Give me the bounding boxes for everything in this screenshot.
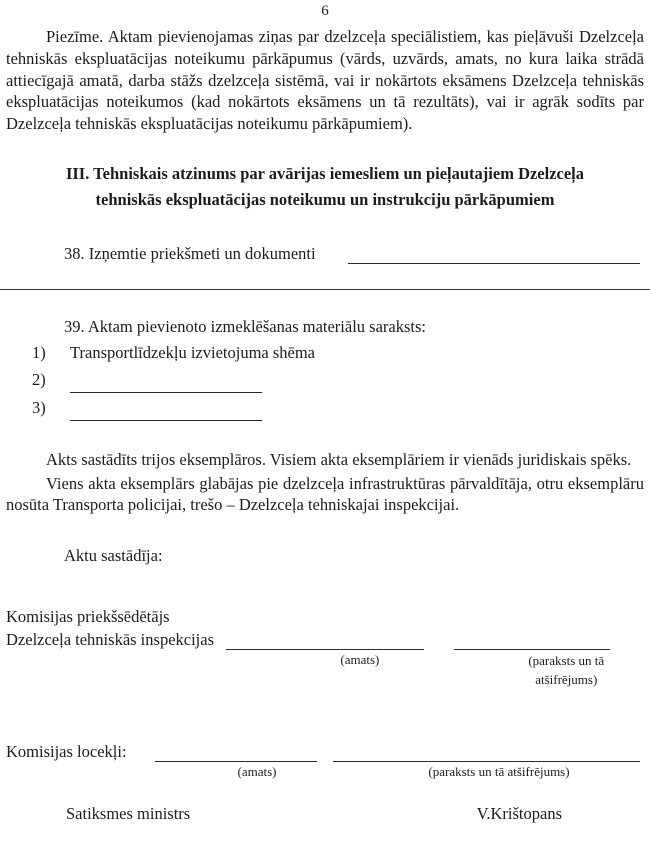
item-38-label: 38. Izņemtie priekšmeti un dokumenti — [64, 243, 316, 263]
item-38-blank-line — [348, 245, 640, 263]
list-item-number: 3) — [32, 398, 46, 418]
list-item — [32, 341, 644, 366]
page-number: 6 — [321, 3, 329, 19]
signature-caption: (paraksts un tā atšifrējums) — [428, 764, 570, 780]
list-item-number: 2) — [32, 370, 46, 390]
list-item — [32, 368, 644, 393]
chairman-signature-row — [6, 630, 644, 650]
chairman-org-label: Dzelzceļa tehniskās inspekcijas — [6, 630, 214, 650]
chairman-signature-block — [6, 606, 644, 690]
chairman-position-blank-line — [226, 632, 424, 650]
note-paragraph: Piezīme. Aktam pievienojamas ziņas par dzelzceļa speciālistiem, kas pieļāvuši Dzelzceļa tehniskās ekspluatācijas noteikumu pārkāpumus (vārds, uzvārds, amats, no kura laika strādā attiecīgajā amatā, darba stāžs dzelzceļa sistēmā, vai ir nokārtots eksāmens Dzelzceļa tehniskās ekspluatācijas noteikumos (kad nokārtots eksāmens un tā rezultāts), vai ir agrāk sodīts par Dzelzceļa tehniskās ekspluatācijas noteikumu pārkāpumiem). — [6, 27, 644, 134]
section-heading: III. Tehniskais atzinums par avārijas iemesliem un pieļautajiem Dzelzceļa tehniskās ekspluatācijas noteikumu un instrukciju pārkāpumiem — [65, 163, 585, 210]
list-item — [32, 396, 644, 421]
chairman-title-line: Komisijas priekšsēdētājs — [6, 607, 170, 627]
item-39-list — [32, 341, 644, 421]
members-signature-block — [6, 742, 644, 780]
list-item-text: Transportlīdzekļu izvietojuma shēma — [70, 342, 316, 362]
horizontal-rule — [0, 289, 650, 290]
signature-caption: (paraksts un tā atšifrējums) — [528, 653, 605, 688]
minister-title: Satiksmes ministrs — [66, 804, 191, 824]
item-38-row — [6, 244, 644, 264]
members-signature-blank-line — [333, 744, 640, 762]
position-caption: (amats) — [237, 764, 277, 780]
minister-name: V.Krištopans — [476, 804, 562, 824]
position-caption: (amats) — [340, 652, 380, 668]
prepared-by-label: Aktu sastādīja: — [64, 546, 163, 566]
minister-row — [6, 804, 644, 824]
item-39-label: 39. Aktam pievienoto izmeklēšanas materiālu saraksts: — [64, 316, 426, 336]
copies-paragraph: Akts sastādīts trijos eksemplāros. Visiem akta eksemplāriem ir vienāds juridiskais spēks. — [46, 449, 632, 469]
members-label: Komisijas locekļi: — [6, 742, 127, 762]
members-position-blank-line — [155, 744, 317, 762]
list-item-number: 1) — [32, 342, 46, 362]
list-item-blank-line — [70, 403, 262, 421]
signature-caption-wrap — [488, 652, 644, 690]
members-caption-row — [6, 764, 644, 780]
distribution-paragraph: Viens akta eksemplārs glabājas pie dzelzceļa infrastruktūras pārvaldītāja, otru eksemplāru nosūta Transporta policijai, trešo – Dzelzceļa tehniskajai inspekcijai. — [6, 473, 644, 515]
chairman-signature-blank-line — [454, 632, 610, 650]
chairman-caption-row — [6, 652, 644, 690]
list-item-blank-line — [70, 375, 262, 393]
members-signature-row — [6, 742, 644, 762]
